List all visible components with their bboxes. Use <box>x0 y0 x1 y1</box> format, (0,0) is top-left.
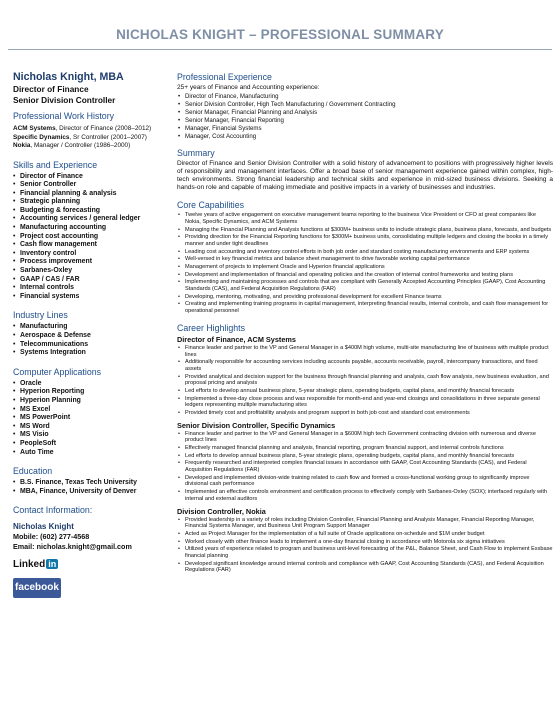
skill-item: • Strategic planning <box>13 198 168 207</box>
experience-item: • Manager, Financial Systems <box>177 125 553 132</box>
job-item: • Worked closely with other finance leads to implement a one-day financial closing in accordance with Motorola six sigma initiatives <box>177 539 553 546</box>
industry-heading: Industry Lines <box>13 310 68 321</box>
skill-item: • Internal controls <box>13 284 168 293</box>
job-title: Director of Finance, ACM Systems <box>177 334 296 344</box>
work-detail: , Director of Finance (2008–2012) <box>55 125 152 132</box>
core-item: • Well-versed in key financial metrics and balance sheet management to drive favorable working capital performance <box>177 256 553 263</box>
job-item: • Provided timely cost and profitability analysis and program support in both job cost and standard cost environments <box>177 410 553 417</box>
role-title-2: Senior Division Controller <box>13 94 116 105</box>
job-item: • Led efforts to develop annual business plans, 5-year strategic plans, operating budgets, capital plans, and monthly financial forecasts <box>177 388 553 395</box>
work-company: Specific Dynamics <box>13 133 70 141</box>
summary-text: Director of Finance and Senior Division Controller with a solid history of advancement to positions with progressively higher levels of responsibility and management interfaces. Offer a broad base of senior management experience gained within complex, high-tech environments. Strong financial leadership and technical skills and experience in mid-sized business divisions. Seeking a hands-on role and capable of making immediate and positive impacts in a variety of businesses and industries. <box>177 160 553 192</box>
contact-mobile: Mobile: (602) 277-4568 <box>13 532 90 542</box>
job-items <box>177 345 553 417</box>
skill-item: • Director of Finance <box>13 173 168 182</box>
linkedin-wordmark: Linked <box>13 558 46 570</box>
skill-item: • Cash flow management <box>13 241 168 250</box>
experience-item: • Senior Manager, Financial Planning and Analysis <box>177 109 553 116</box>
skill-item: • Financial planning & analysis <box>13 190 168 199</box>
apps-list <box>13 380 168 457</box>
left-column <box>13 71 168 598</box>
work-item <box>13 134 168 143</box>
facebook-logo[interactable]: facebook <box>13 578 61 598</box>
experience-item: • Manager, Cost Accounting <box>177 133 553 140</box>
work-item <box>13 142 168 151</box>
right-column <box>177 72 553 575</box>
education-item: • B.S. Finance, Texas Tech University <box>13 479 168 488</box>
career-heading: Career Highlights <box>177 322 245 333</box>
work-detail: , Sr Controller (2001–2007) <box>69 133 147 141</box>
job-items <box>177 517 553 575</box>
skill-item: • Financial systems <box>13 293 168 302</box>
experience-heading: Professional Experience <box>177 72 272 82</box>
job-item: • Frequently researched and interpreted complex financial issues in accordance with GAAP, Cost Accounting Standards (CAS), and Federal Acquisition Regulations (FAR) <box>177 460 553 474</box>
app-item: • Oracle <box>13 380 168 389</box>
skill-item: • Sarbanes-Oxley <box>13 267 168 276</box>
skill-item: • Inventory control <box>13 250 168 259</box>
linkedin-logo[interactable] <box>13 554 58 572</box>
job-item: • Finance leader and partner to the VP and General Manager in a $400M high volume, multi-site manufacturing line of business with multiple product lines <box>177 345 553 359</box>
core-item: • Providing direction for the Financial Reporting functions for $300M+ business units, consolidating multiple ledgers and closing the books in a timely manner and under tight deadlines <box>177 234 553 248</box>
education-item: • MBA, Finance, University of Denver <box>13 488 168 497</box>
job-item: • Finance leader and partner to the VP and General Manager in a $600M high tech Government contracting division with numerous and diverse product lines <box>177 431 553 445</box>
experience-item: • Senior Division Controller, High Tech Manufacturing / Government Contracting <box>177 101 553 108</box>
work-history-list <box>13 125 168 151</box>
industry-list <box>13 323 168 357</box>
experience-item: • Senior Manager, Financial Reporting <box>177 117 553 124</box>
skill-item: • Manufacturing accounting <box>13 224 168 233</box>
skills-list <box>13 173 168 302</box>
core-item: • Managing the Financial Planning and Analysis functions at $300M+ business units to include strategic plans, business plans, forecasts, and budgets <box>177 227 553 234</box>
skill-item: • Budgeting & forecasting <box>13 207 168 216</box>
app-item: • Hyperion Reporting <box>13 388 168 397</box>
role-title-1: Director of Finance <box>13 84 89 94</box>
job-items <box>177 431 553 503</box>
app-item: • MS Excel <box>13 406 168 415</box>
work-company: ACM Systems <box>13 125 56 132</box>
job-item: • Implemented a three-day close process and was responsible for month-end and year-end closings and consolidations in three separate general ledgers representing multiple manufacturing sites <box>177 396 553 410</box>
skill-item: • Project cost accounting <box>13 233 168 242</box>
education-heading: Education <box>13 466 53 477</box>
contact-heading: Contact Information: <box>13 505 93 516</box>
job-item: • Acted as Project Manager for the implementation of a full suite of Oracle applications on-schedule and $1M under budget <box>177 531 553 538</box>
contact-name: Nicholas Knight <box>13 522 74 532</box>
job-item: • Developed significant knowledge around internal controls and compliance with GAAP, Cost Accounting Standards (CAS), and Federal Acquisition Regulations (FAR) <box>177 561 553 575</box>
industry-item: • Aerospace & Defense <box>13 332 168 341</box>
job-item: • Additionally responsible for accounting services including accounts payable, accounts receivable, payroll, intercompany transactions, and fixed assets <box>177 359 553 373</box>
apps-heading: Computer Applications <box>13 366 102 377</box>
candidate-name: Nicholas Knight, MBA <box>13 71 124 83</box>
core-item: • Development and implementation of financial and operating policies and the creation of internal control frameworks and testing plans <box>177 272 553 279</box>
core-item: • Management of projects to implement Oracle and Hyperion financial applications <box>177 264 553 271</box>
core-heading: Core Capabilities <box>177 200 244 211</box>
work-company: Nokia <box>13 142 31 149</box>
core-item: • Twelve years of active engagement on executive management teams reporting to the business Vice President or CFO at great companies like Nokia, Specific Dynamics, and ACM Systems <box>177 212 553 226</box>
job-item: • Implemented an effective controls environment and certification process to effectively comply with Sarbanes-Oxley (SOX); interfaced regularly with internal and external auditors <box>177 489 553 503</box>
core-list <box>177 212 553 314</box>
app-item: • Hyperion Planning <box>13 397 168 406</box>
app-item: • PeopleSoft <box>13 440 168 449</box>
app-item: • Auto Time <box>13 449 168 458</box>
job-title: Division Controller, Nokia <box>177 506 266 516</box>
experience-list <box>177 93 553 140</box>
core-item: • Implementing and maintaining processes and controls that are compliant with Generally Accepted Accounting Principles (GAAP), Cost Accounting Standards (CAS), and Federal Acquisition Regulations (FAR) <box>177 279 553 293</box>
job-item: • Utilized years of experience related to program and business unit-level forecasting of the P&L, Balance Sheet, and Cash Flow to implement Essbase financial planning <box>177 546 553 560</box>
job-item: • Provided analytical and decision support for the business through financial planning and analysis, cash flow analysis, new business evaluation, and proposal pricing and analysis <box>177 374 553 388</box>
experience-intro: 25+ years of Finance and Accounting experience: <box>177 84 320 91</box>
skill-item: • Process improvement <box>13 258 168 267</box>
work-item <box>13 125 168 134</box>
industry-item: • Manufacturing <box>13 323 168 332</box>
core-item: • Leading cost accounting and inventory control efforts in both job order and standard costing manufacturing environments and ERP systems <box>177 249 553 256</box>
core-item: • Developing, mentoring, motivating, and providing professional development for excellent Finance teams <box>177 294 553 301</box>
education-list <box>13 479 168 496</box>
page-title: NICHOLAS KNIGHT – PROFESSIONAL SUMMARY <box>116 27 444 42</box>
app-item: • MS PowerPoint <box>13 414 168 423</box>
linkedin-in-badge: in <box>48 558 57 569</box>
title-divider <box>8 49 552 50</box>
core-item: • Creating and implementing training programs in capital management, interpreting financial results, internal controls, and cash flow management for operational personnel <box>177 301 553 315</box>
app-item: • MS Word <box>13 423 168 432</box>
contact-email[interactable]: Email: nicholas.knight@gmail.com <box>13 541 132 551</box>
industry-item: • Systems Integration <box>13 349 168 358</box>
job-item: • Developed and implemented division-wide training related to cash flow and formed a cross-functional working group to significantly improve divisional cash performance <box>177 475 553 489</box>
job-item: • Effectively managed financial planning and analysis, financial reporting, program financial support, and internal controls functions <box>177 445 553 452</box>
skill-item: • Accounting services / general ledger <box>13 215 168 224</box>
skills-heading: Skills and Experience <box>13 159 98 170</box>
summary-heading: Summary <box>177 148 215 159</box>
job-title: Senior Division Controller, Specific Dynamics <box>177 420 336 430</box>
skill-item: • GAAP / CAS / FAR <box>13 276 168 285</box>
job-item: • Led efforts to develop annual business plans, 5-year strategic plans, operating budgets, capital plans, and monthly financial forecasts <box>177 453 553 460</box>
app-item: • MS Visio <box>13 431 168 440</box>
work-detail: , Manager / Controller (1986–2000) <box>30 142 131 149</box>
skill-item: • Senior Controller <box>13 181 168 190</box>
experience-item: • Director of Finance, Manufacturing <box>177 93 553 100</box>
work-history-heading: Professional Work History <box>13 111 115 121</box>
job-item: • Provided leadership in a variety of roles including Division Controller, Financial Planning and Analysis Manager, Financial Reporting Manager, Financial Systems Manager, and Business Unit Program Support Manager <box>177 517 553 531</box>
industry-item: • Telecommunications <box>13 341 168 350</box>
